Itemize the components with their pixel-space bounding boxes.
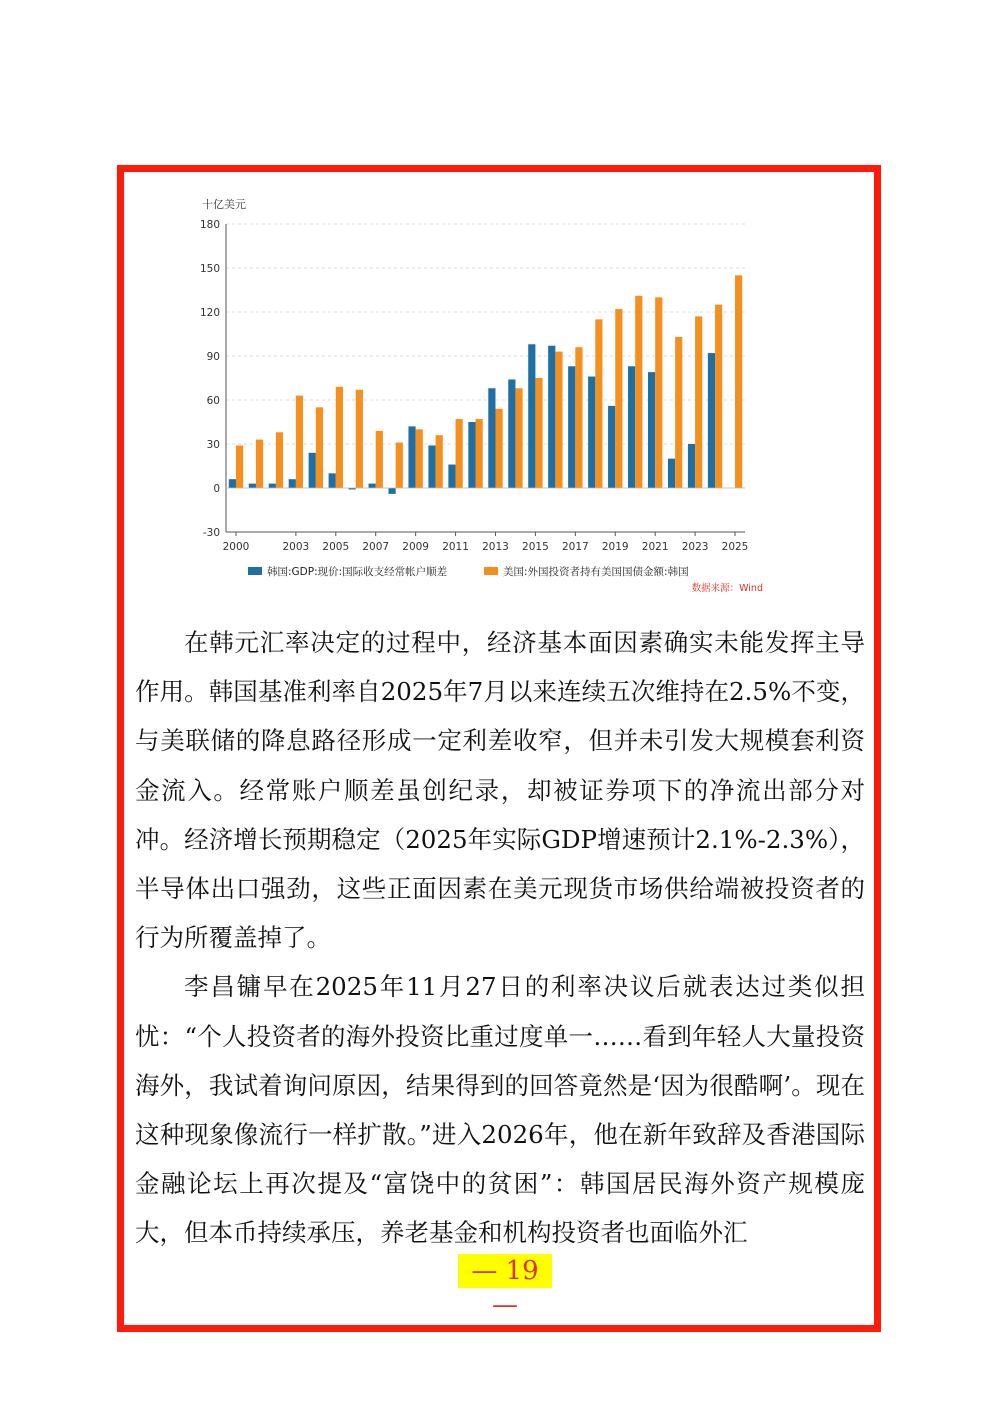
legend-label-current-account: 韩国:GDP:现价:国际收支经常帐户顺差 [267,566,448,578]
y-tick-label: 90 [206,351,220,363]
y-tick-label: 120 [199,307,220,319]
bar-treasury-holdings-2005 [336,387,343,488]
bar-current-account-2010 [428,445,435,488]
y-tick-label: 0 [213,483,220,495]
y-tick-label: 30 [206,439,220,451]
bar-treasury-holdings-2017 [575,347,582,488]
legend-swatch-treasury-holdings [484,567,498,575]
bar-treasury-holdings-2011 [456,419,463,488]
bar-treasury-holdings-2001 [256,440,263,488]
x-tick-label: 2019 [601,541,629,553]
x-tick-label: 2003 [282,541,310,553]
bar-current-account-2018 [588,377,595,488]
bar-current-account-2011 [448,465,455,488]
bar-current-account-2015 [528,344,535,488]
x-tick-label: 2021 [641,541,669,553]
bar-current-account-2002 [269,484,276,488]
x-tick-label: 2015 [522,541,549,553]
bar-treasury-holdings-2019 [615,309,622,488]
bar-treasury-holdings-2014 [515,388,522,488]
data-source: 数据来源：Wind [691,583,763,594]
bar-treasury-holdings-2018 [595,319,602,488]
bar-treasury-holdings-2024 [715,305,722,488]
x-tick-label: 2000 [222,541,250,553]
page-number: — 19 — [458,1254,552,1288]
bar-current-account-2005 [329,473,336,488]
bar-treasury-holdings-2023 [695,316,702,488]
bar-treasury-holdings-2022 [675,337,682,488]
bar-current-account-2004 [309,453,316,488]
bar-treasury-holdings-2016 [555,352,562,488]
bar-treasury-holdings-2015 [535,378,542,488]
bar-treasury-holdings-2013 [495,409,502,488]
x-tick-label: 2023 [681,541,709,553]
bar-current-account-2021 [648,372,655,488]
y-tick-label: -30 [202,527,220,539]
article-body [135,618,865,1258]
bar-treasury-holdings-2020 [635,296,642,488]
bar-treasury-holdings-2010 [436,435,443,488]
paragraph: 在韩元汇率决定的过程中，经济基本面因素确实未能发挥主导作用。韩国基准利率自2025年7月以来连续五次维持在2.5%不变，与美联储的降息路径形成一定利差收窄，但并未引发大规模套利资金流入。经常账户顺差虽创纪录，却被证券项下的净流出部分对冲。经济增长预期稳定（2025年实际GDP增速预计2.1%-2.3%），半导体出口强劲，这些正面因素在美元现货市场供给端被投资者的行为所覆盖掉了。 [135,628,865,953]
x-tick-label: 2011 [442,541,469,553]
bar-current-account-2013 [488,388,495,488]
bar-treasury-holdings-2012 [476,419,483,488]
bar-current-account-2001 [249,484,256,488]
x-tick-label: 2009 [402,541,430,553]
bar-treasury-holdings-2003 [296,396,303,488]
bar-treasury-holdings-2002 [276,432,283,488]
paragraph: 李昌镛早在2025年11月27日的利率决议后就表达过类似担忧：“个人投资者的海外投资比重过度单一……看到年轻人大量投资海外，我试着询问原因，结果得到的回答竟然是‘因为很酷啊’。现在这种现象像流行一样扩散。”进入2026年，他在新年致辞及香港国际金融论坛上再次提及“富饶中的贫困”：韩国居民海外资产规模庞大，但本币持续承压，养老基金和机构投资者也面临外汇 [135,972,865,1248]
bar-treasury-holdings-2021 [655,297,662,488]
y-tick-label: 180 [199,219,220,231]
bar-treasury-holdings-2009 [416,429,423,488]
bar-current-account-2024 [708,353,715,488]
bar-current-account-2017 [568,366,575,488]
bar-current-account-2008 [388,488,395,494]
bar-treasury-holdings-2008 [396,443,403,488]
legend-label-treasury-holdings: 美国:外国投资者持有美国国债金额:韩国 [503,566,689,578]
bar-current-account-2009 [408,426,415,488]
bar-treasury-holdings-2006 [356,390,363,488]
y-tick-label: 60 [206,395,220,407]
bar-current-account-2014 [508,379,515,488]
bar-current-account-2007 [369,484,376,488]
bar-current-account-2023 [688,444,695,488]
legend-swatch-current-account [248,567,262,575]
bar-current-account-2012 [468,422,475,488]
y-tick-label: 150 [199,263,220,275]
bar-chart [190,192,770,602]
x-tick-label: 2013 [482,541,509,553]
bar-current-account-2019 [608,406,615,488]
bar-treasury-holdings-2004 [316,407,323,488]
y-axis-unit: 十亿美元 [202,198,246,211]
x-tick-label: 2007 [362,541,390,553]
bar-treasury-holdings-2000 [236,445,243,488]
x-tick-label: 2005 [322,541,350,553]
bar-current-account-2016 [548,346,555,488]
x-tick-label: 2025 [721,541,749,553]
bar-current-account-2000 [229,479,236,488]
bar-treasury-holdings-2025 [735,275,742,488]
bar-current-account-2003 [289,479,296,488]
bar-treasury-holdings-2007 [376,431,383,488]
x-tick-label: 2017 [561,541,589,553]
bar-current-account-2022 [668,459,675,488]
bar-current-account-2020 [628,366,635,488]
